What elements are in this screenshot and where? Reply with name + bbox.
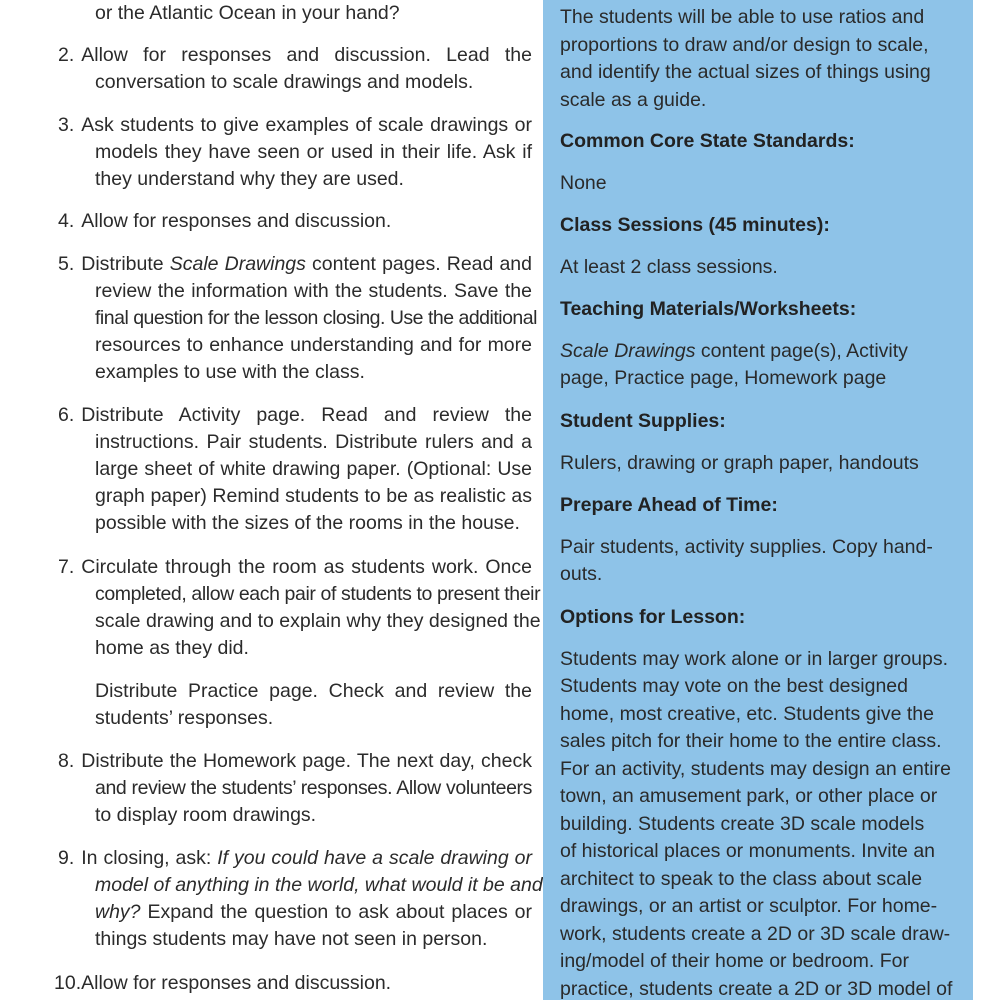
step-7-practice [58, 678, 532, 732]
step-line: and review the students’ responses. Allow volunteers [58, 775, 532, 802]
step-line: things students may have not seen in person. [58, 926, 532, 953]
options-line: architect to speak to the class about scale [560, 866, 955, 894]
step-line: review the information with the students. Save the [58, 278, 532, 305]
options-line: building. Students create 3D scale models [560, 811, 955, 839]
materials-line: content page(s), Activity [695, 340, 907, 362]
objective-line: The students will be able to use ratios and [560, 4, 955, 32]
step-line: In closing, ask: [81, 847, 217, 869]
options-line: of historical places or monuments. Invite an [560, 838, 955, 866]
objective-line: and identify the actual sizes of things using [560, 59, 955, 87]
closing-question: If you could have a scale drawing or [217, 847, 532, 869]
step-line: models they have seen or used in their life. Ask if [58, 139, 532, 166]
prepare-line: Pair students, activity supplies. Copy hand- [560, 534, 955, 562]
objective-line: proportions to draw and/or design to scale, [560, 32, 955, 60]
step-line: Distribute [81, 253, 169, 275]
options-line: ing/model of their home or bedroom. For [560, 948, 955, 976]
step-line: Circulate through the room as students work. Once [81, 556, 532, 578]
step-10 [58, 970, 532, 997]
ccss-heading: Common Core State Standards: [560, 128, 955, 156]
step-line: final question for the lesson closing. Use the additional [58, 305, 532, 332]
step-line: conversation to scale drawings and models. [58, 69, 532, 96]
step-line: Distribute Activity page. Read and review the [81, 404, 532, 426]
materials-heading: Teaching Materials/Worksheets: [560, 296, 955, 324]
step-2 [58, 42, 532, 96]
step-line: examples to use with the class. [58, 359, 532, 386]
step-line: Expand the question to ask about places or [141, 901, 532, 923]
step-line: Allow for responses and discussion. Lead the [81, 44, 532, 66]
step-8 [58, 748, 532, 829]
step-line: resources to enhance understanding and for more [58, 332, 532, 359]
options-block [560, 604, 955, 1003]
sessions-heading: Class Sessions (45 minutes): [560, 212, 955, 240]
closing-question: why? [95, 901, 141, 923]
step-line: to display room drawings. [58, 802, 532, 829]
step-line: instructions. Pair students. Distribute rulers and a [58, 429, 532, 456]
step-line: scale drawing and to explain why they designed the [58, 608, 532, 635]
sessions-block [560, 212, 955, 281]
options-line: Students may vote on the best designed [560, 673, 955, 701]
ccss-value: None [560, 170, 955, 198]
step-number: 10. [54, 970, 81, 997]
step-number: 3. [58, 112, 74, 139]
objective-line: scale as a guide. [560, 87, 955, 115]
step-line: Distribute the Homework page. The next day, check [81, 750, 532, 772]
options-line: Students may work alone or in larger groups. [560, 646, 955, 674]
options-text [560, 646, 955, 1003]
step-line: large sheet of white drawing paper. (Optional: Use [58, 456, 532, 483]
step-line: home as they did. [58, 635, 532, 662]
options-line: practice, students create a 2D or 3D model of [560, 976, 955, 1003]
step-line: they understand why they are used. [58, 166, 532, 193]
options-line: For an activity, students may design an entire [560, 756, 955, 784]
ccss-block [560, 128, 955, 197]
step-line: possible with the sizes of the rooms in the house. [58, 510, 532, 537]
step-6 [58, 402, 532, 537]
step-number: 7. [58, 554, 74, 581]
step-number: 6. [58, 402, 74, 429]
step-line: content pages. Read and [306, 253, 532, 275]
step-number: 2. [58, 42, 74, 69]
step-line: Allow for responses and discussion. [81, 972, 391, 994]
supplies-block [560, 408, 955, 477]
options-heading: Options for Lesson: [560, 604, 955, 632]
supplies-heading: Student Supplies: [560, 408, 955, 436]
step-3 [58, 112, 532, 193]
step-7 [58, 554, 532, 662]
objective-block [560, 4, 955, 114]
step-line: graph paper) Remind students to be as realistic as [58, 483, 532, 510]
materials-line: page, Practice page, Homework page [560, 365, 955, 393]
step-line: Distribute Practice page. Check and review the [58, 678, 532, 705]
step-number: 4. [58, 208, 74, 235]
step-5 [58, 251, 532, 386]
materials-block [560, 296, 955, 393]
step-number: 8. [58, 748, 74, 775]
sessions-value: At least 2 class sessions. [560, 254, 955, 282]
prepare-line: outs. [560, 561, 955, 589]
step-number: 9. [58, 845, 74, 872]
options-line: home, most creative, etc. Students give the [560, 701, 955, 729]
step-9 [58, 845, 532, 953]
step-line: Ask students to give examples of scale drawings or [81, 114, 532, 136]
options-line: town, an amusement park, or other place or [560, 783, 955, 811]
options-line: sales pitch for their home to the entire class. [560, 728, 955, 756]
supplies-value: Rulers, drawing or graph paper, handouts [560, 450, 955, 478]
step-line: completed, allow each pair of students to present their [58, 581, 532, 608]
options-line: drawings, or an artist or sculptor. For home- [560, 893, 955, 921]
step-number: 5. [58, 251, 74, 278]
lesson-info-sidebar [543, 0, 973, 1000]
step-line: Allow for responses and discussion. [81, 210, 391, 232]
materials-title: Scale Drawings [560, 340, 695, 362]
step-line: or the Atlantic Ocean in your hand? [58, 0, 400, 27]
lesson-title-ref: Scale Drawings [170, 253, 306, 275]
prepare-heading: Prepare Ahead of Time: [560, 492, 955, 520]
options-line: work, students create a 2D or 3D scale draw- [560, 921, 955, 949]
prepare-block [560, 492, 955, 589]
closing-question: model of anything in the world, what would it be and [95, 874, 543, 896]
step-4 [58, 208, 532, 235]
step-line: students’ responses. [58, 705, 532, 732]
